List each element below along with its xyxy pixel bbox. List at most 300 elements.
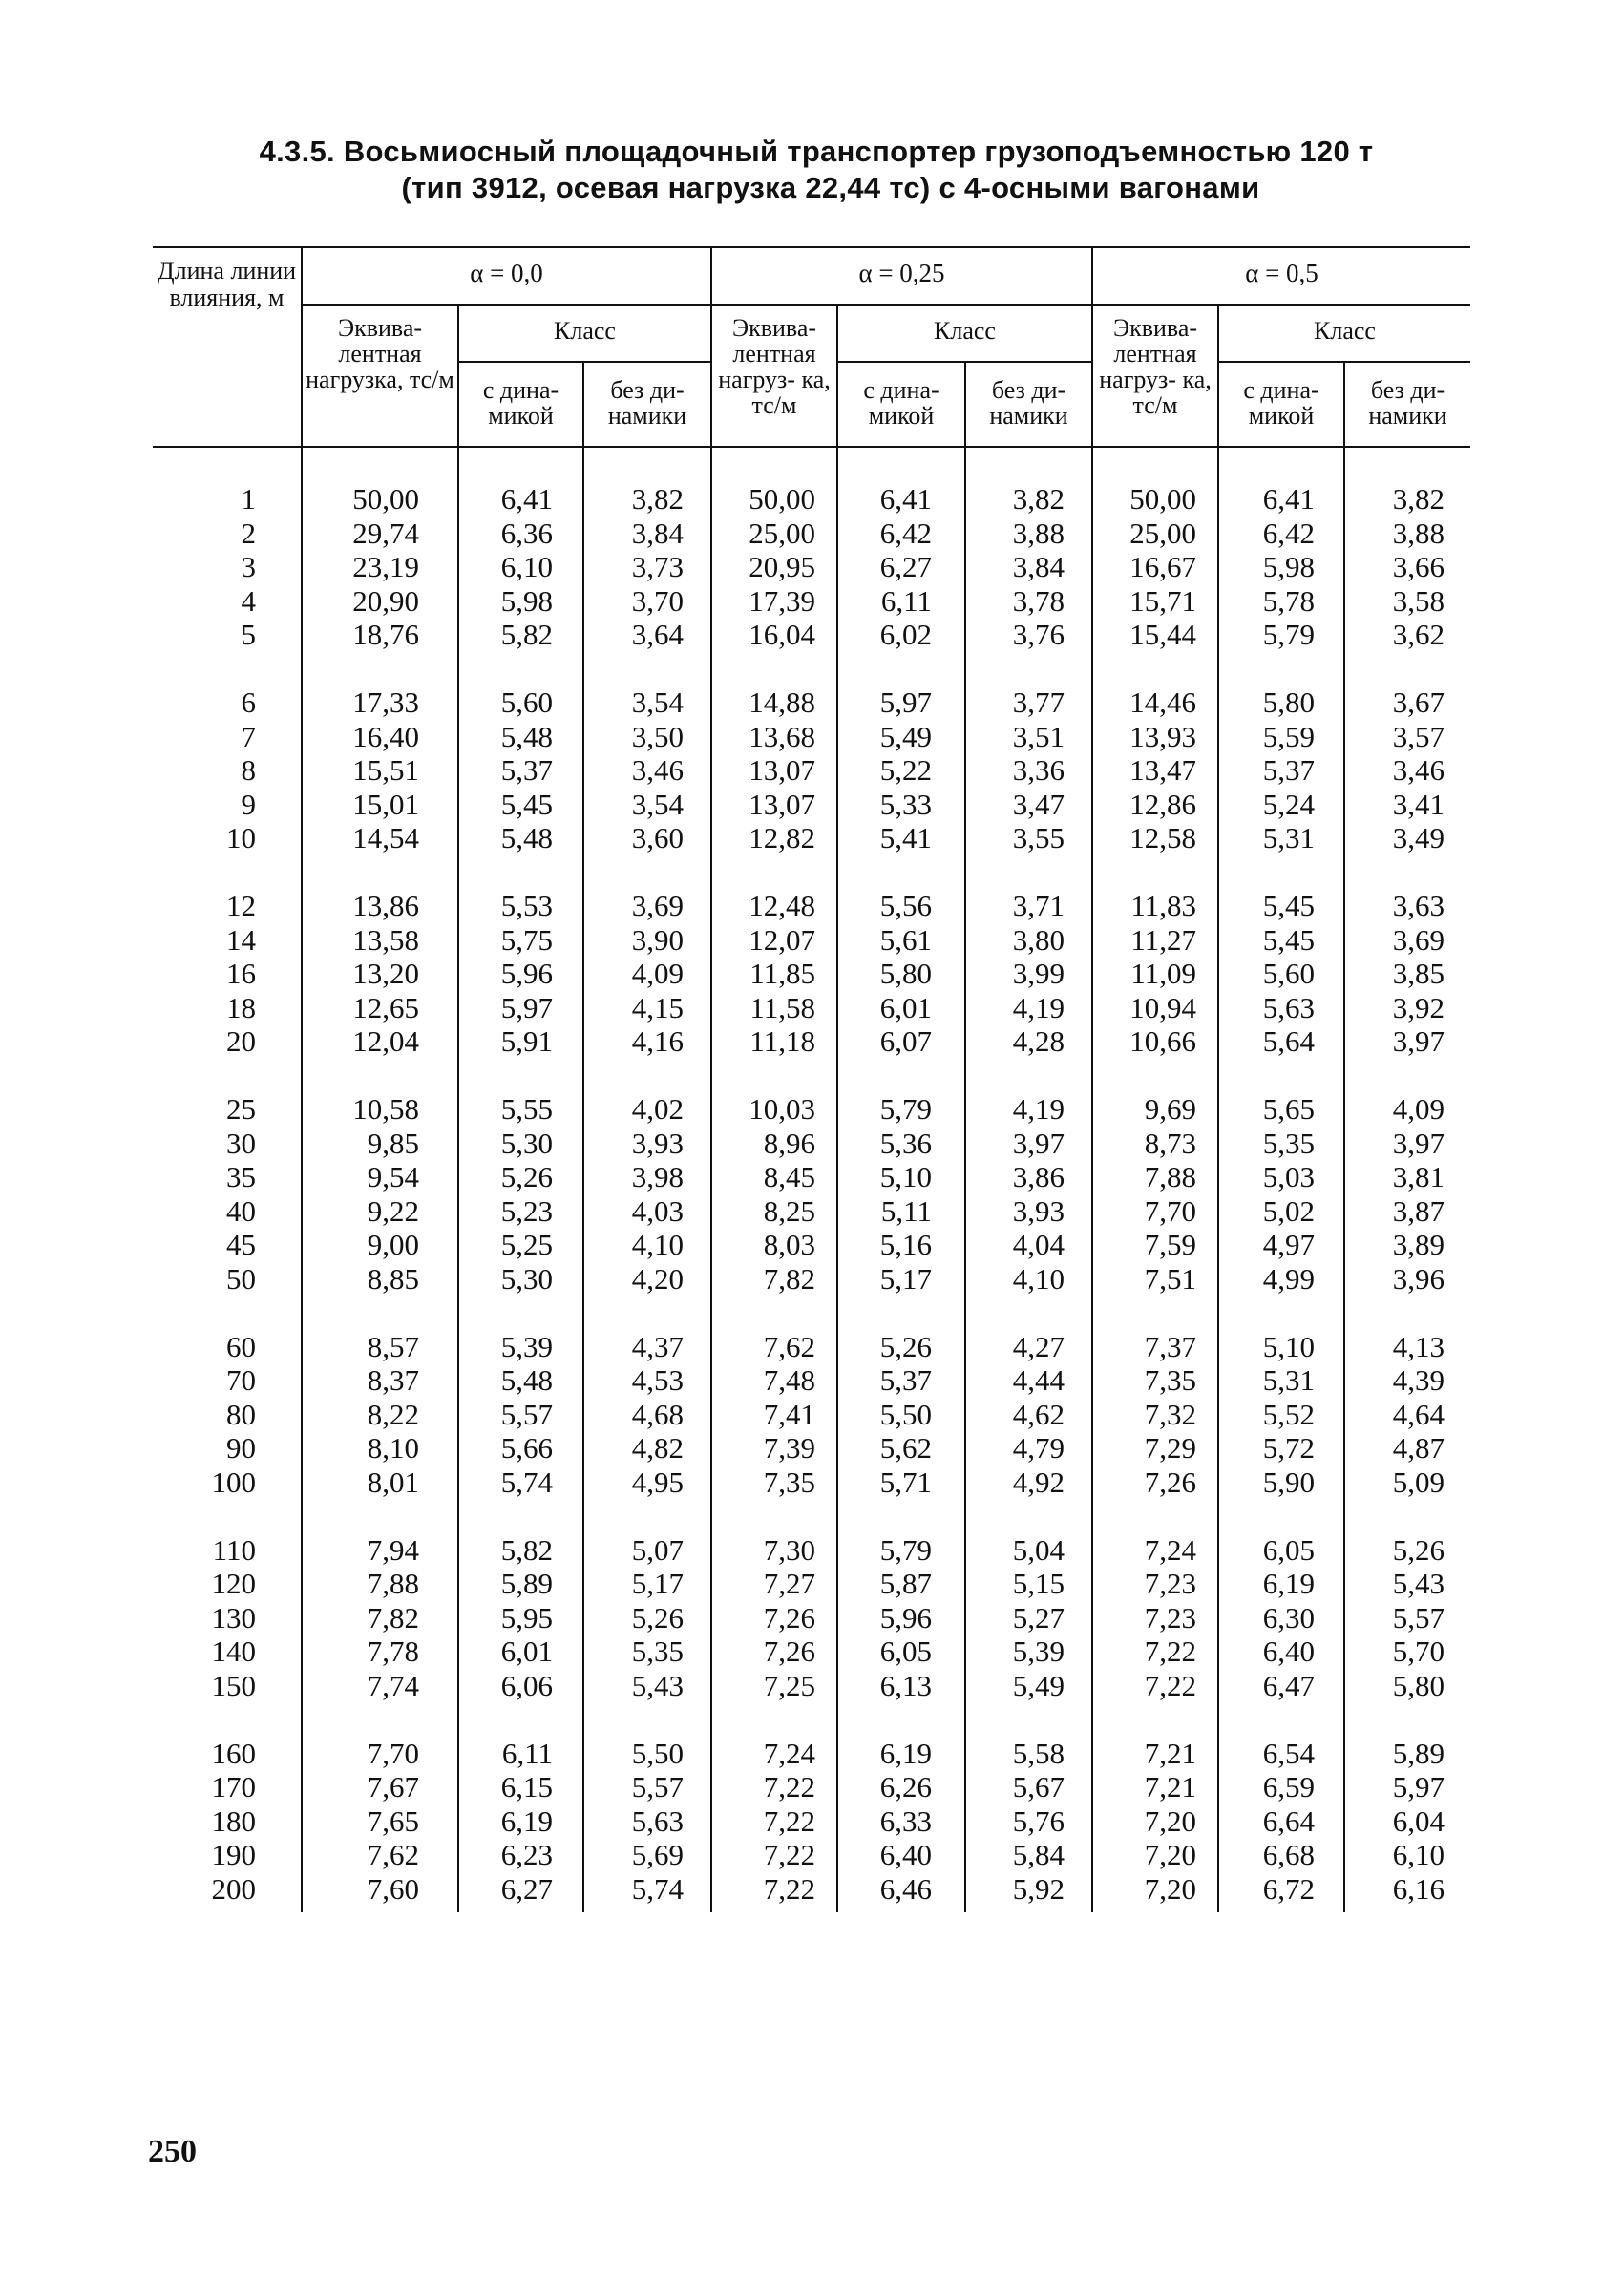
table-cell: 5,55 xyxy=(500,1092,553,1126)
column-cd25 xyxy=(838,482,932,1906)
group-gap xyxy=(1093,855,1196,890)
table-cell: 5,53 xyxy=(500,889,553,922)
table-cell: 5,65 xyxy=(1262,1092,1315,1126)
table-cell: 9,22 xyxy=(367,1193,419,1228)
table-cell: 5,60 xyxy=(1262,957,1315,990)
table-cell: 7,30 xyxy=(763,1532,815,1567)
table-cell: 13,47 xyxy=(1129,753,1196,787)
table-cell: 4,02 xyxy=(631,1092,684,1126)
table-cell: 4,09 xyxy=(631,957,684,990)
column-length xyxy=(153,482,256,1906)
table-cell: 5,70 xyxy=(1392,1635,1445,1668)
table-cell: 15,71 xyxy=(1129,583,1196,618)
table-cell: 6,41 xyxy=(1262,482,1315,516)
table-cell: 5,92 xyxy=(1012,1871,1065,1906)
header-equiv-025-text: Эквива- лентная нагруз- ка, тс/м xyxy=(718,314,831,419)
group-gap xyxy=(153,1296,256,1330)
table-cell: 12,07 xyxy=(749,922,815,957)
table-cell: 1 xyxy=(241,482,256,516)
table-cell: 4,19 xyxy=(1012,1092,1065,1126)
table-cell: 5,26 xyxy=(631,1600,684,1635)
table-cell: 40 xyxy=(226,1193,256,1228)
table-cell: 4,15 xyxy=(631,990,684,1024)
table-cell: 6,41 xyxy=(879,482,932,516)
group-gap xyxy=(1219,1296,1315,1330)
header-alpha-0: α = 0,0 xyxy=(470,259,543,287)
table-cell: 6,07 xyxy=(879,1024,932,1058)
table-cell: 7,29 xyxy=(1144,1431,1196,1465)
table-cell: 7,24 xyxy=(763,1736,815,1770)
table-cell: 35 xyxy=(226,1160,256,1193)
table-cell: 70 xyxy=(226,1363,256,1397)
table-cell: 8,73 xyxy=(1144,1126,1196,1160)
table-cell: 4,99 xyxy=(1262,1261,1315,1296)
header-length-text: Длина линии влияния, м xyxy=(157,257,297,311)
table-cell: 3,67 xyxy=(1392,686,1445,719)
table-cell: 4,37 xyxy=(631,1329,684,1363)
group-gap xyxy=(838,1059,932,1093)
table-cell: 9,85 xyxy=(367,1126,419,1160)
table-cell: 4,92 xyxy=(1012,1465,1065,1499)
table-cell: 3,78 xyxy=(1012,583,1065,618)
table-cell: 130 xyxy=(211,1600,256,1635)
table-cell: 13,07 xyxy=(749,753,815,787)
table-cell: 6,59 xyxy=(1262,1770,1315,1803)
header-equiv-05-text: Эквива- лентная нагруз- ка, тс/м xyxy=(1099,314,1212,419)
table-cell: 7,22 xyxy=(763,1803,815,1838)
table-cell: 5,72 xyxy=(1262,1431,1315,1465)
table-cell: 5,79 xyxy=(1262,618,1315,651)
table-cell: 9,54 xyxy=(367,1160,419,1193)
group-gap xyxy=(838,855,932,890)
table-cell: 3,81 xyxy=(1392,1160,1445,1193)
table-cell: 25,00 xyxy=(749,516,815,550)
table-cell: 3,85 xyxy=(1392,957,1445,990)
table-cell: 5,64 xyxy=(1262,1024,1315,1058)
table-cell: 3,89 xyxy=(1392,1228,1445,1261)
table-cell: 2 xyxy=(241,516,256,550)
table-cell: 4,53 xyxy=(631,1363,684,1397)
table-cell: 6,72 xyxy=(1262,1871,1315,1906)
table-cell: 4,04 xyxy=(1012,1228,1065,1261)
group-gap xyxy=(838,1296,932,1330)
table-cell: 5,63 xyxy=(631,1803,684,1838)
table-cell: 5,52 xyxy=(1262,1397,1315,1431)
table-cell: 5,98 xyxy=(1262,550,1315,583)
table-cell: 3,47 xyxy=(1012,787,1065,821)
table-cell: 7,21 xyxy=(1144,1770,1196,1803)
table-cell: 5,60 xyxy=(500,686,553,719)
header-length xyxy=(153,258,301,311)
table-cell: 7,23 xyxy=(1144,1567,1196,1600)
header-alpha-025: α = 0,25 xyxy=(858,259,945,287)
table-cell: 9,69 xyxy=(1144,1092,1196,1126)
header-equiv-025 xyxy=(712,315,836,418)
table-cell: 5,09 xyxy=(1392,1465,1445,1499)
table-cell: 6,26 xyxy=(879,1770,932,1803)
table-cell: 6,01 xyxy=(879,990,932,1024)
group-gap xyxy=(1345,1499,1445,1533)
table-cell: 4,03 xyxy=(631,1193,684,1228)
table-cell: 5,78 xyxy=(1262,583,1315,618)
table-cell: 6,46 xyxy=(879,1871,932,1906)
group-gap xyxy=(153,1702,256,1737)
column-eq0 xyxy=(303,482,419,1906)
table-cell: 3,60 xyxy=(631,821,684,854)
table-cell: 5,24 xyxy=(1262,787,1315,821)
table-cell: 6,27 xyxy=(500,1871,553,1906)
table-cell: 11,58 xyxy=(749,990,815,1024)
table-cell: 5,30 xyxy=(500,1261,553,1296)
header-with-dyn-05 xyxy=(1219,377,1343,429)
table-cell: 3,50 xyxy=(631,719,684,753)
class-rule-1 xyxy=(458,361,710,363)
table-cell: 4,39 xyxy=(1392,1363,1445,1397)
table-cell: 3,82 xyxy=(1012,482,1065,516)
table-cell: 25,00 xyxy=(1129,516,1196,550)
table-cell: 5,56 xyxy=(879,889,932,922)
group-gap xyxy=(459,1059,553,1093)
table-cell: 16,67 xyxy=(1129,550,1196,583)
header-with-dyn-0-text: с дина- микой xyxy=(482,376,559,430)
table-cell: 15,51 xyxy=(352,753,419,787)
table-cell: 7,82 xyxy=(367,1600,419,1635)
column-bd25 xyxy=(966,482,1065,1906)
table-cell: 7,21 xyxy=(1144,1736,1196,1770)
table-cell: 6,23 xyxy=(500,1838,553,1871)
table-cell: 5,16 xyxy=(879,1228,932,1261)
table-cell: 15,01 xyxy=(352,787,419,821)
table-cell: 6,01 xyxy=(500,1635,553,1668)
table-cell: 5,15 xyxy=(1012,1567,1065,1600)
table-cell: 11,85 xyxy=(749,957,815,990)
table-cell: 5,30 xyxy=(500,1126,553,1160)
table-cell: 4,97 xyxy=(1262,1228,1315,1261)
table-cell: 12,04 xyxy=(352,1024,419,1058)
group-gap xyxy=(838,1702,932,1737)
table-cell: 30 xyxy=(226,1126,256,1160)
table-cell: 6,42 xyxy=(1262,516,1315,550)
group-gap xyxy=(584,1296,684,1330)
header-without-dyn-025 xyxy=(966,377,1091,429)
table-cell: 6 xyxy=(241,686,256,719)
table-cell: 8,85 xyxy=(367,1261,419,1296)
table-cell: 8,57 xyxy=(367,1329,419,1363)
table-cell: 7,22 xyxy=(763,1838,815,1871)
group-gap xyxy=(459,652,553,686)
group-gap xyxy=(153,652,256,686)
table-cell: 5,43 xyxy=(631,1668,684,1702)
table-cell: 25 xyxy=(226,1092,256,1126)
table-cell: 4,28 xyxy=(1012,1024,1065,1058)
table-cell: 5,97 xyxy=(500,990,553,1024)
table-cell: 5,69 xyxy=(631,1838,684,1871)
table-cell: 5,79 xyxy=(879,1092,932,1126)
table-cell: 12 xyxy=(226,889,256,922)
table-cell: 3,87 xyxy=(1392,1193,1445,1228)
table-cell: 3,96 xyxy=(1392,1261,1445,1296)
table-cell: 5,87 xyxy=(879,1567,932,1600)
table-cell: 5,95 xyxy=(500,1600,553,1635)
table-cell: 5,22 xyxy=(879,753,932,787)
table-cell: 3,70 xyxy=(631,583,684,618)
table-cell: 7,20 xyxy=(1144,1803,1196,1838)
group-gap xyxy=(966,652,1065,686)
table-cell: 17,33 xyxy=(352,686,419,719)
table-cell: 17,39 xyxy=(749,583,815,618)
table-cell: 5,26 xyxy=(879,1329,932,1363)
header-equiv-0-text: Эквива- лентная нагрузка, тс/м xyxy=(306,314,454,393)
table-cell: 5,39 xyxy=(500,1329,553,1363)
table-cell: 200 xyxy=(211,1871,256,1906)
table-cell: 8,01 xyxy=(367,1465,419,1499)
group-gap xyxy=(1093,1059,1196,1093)
table-cell: 8,37 xyxy=(367,1363,419,1397)
table-cell: 9,00 xyxy=(367,1228,419,1261)
table-cell: 5,98 xyxy=(500,583,553,618)
table-cell: 5,36 xyxy=(879,1126,932,1160)
table-cell: 5,31 xyxy=(1262,1363,1315,1397)
table-cell: 3,69 xyxy=(631,889,684,922)
group-gap xyxy=(712,1059,815,1093)
table-cell: 5,02 xyxy=(1262,1193,1315,1228)
alpha-group-rule xyxy=(301,304,1470,306)
table-cell: 7,88 xyxy=(1144,1160,1196,1193)
table-cell: 3,51 xyxy=(1012,719,1065,753)
table-cell: 7,48 xyxy=(763,1363,815,1397)
table-cell: 5,10 xyxy=(1262,1329,1315,1363)
table-cell: 5,03 xyxy=(1262,1160,1315,1193)
group-gap xyxy=(966,855,1065,890)
table-cell: 3,54 xyxy=(631,787,684,821)
header-with-dyn-025 xyxy=(838,377,964,429)
table-cell: 7,20 xyxy=(1144,1838,1196,1871)
table-cell: 5,48 xyxy=(500,821,553,854)
group-gap xyxy=(303,1059,419,1093)
header-class-05: Класс xyxy=(1314,317,1376,345)
table-cell: 7,32 xyxy=(1144,1397,1196,1431)
table-cell: 5,37 xyxy=(500,753,553,787)
table-cell: 10,58 xyxy=(352,1092,419,1126)
group-gap xyxy=(966,1702,1065,1737)
table-cell: 4,95 xyxy=(631,1465,684,1499)
group-gap xyxy=(1345,855,1445,890)
group-gap xyxy=(303,1499,419,1533)
table-cell: 7,26 xyxy=(1144,1465,1196,1499)
page-number: 250 xyxy=(148,2134,197,2169)
group-gap xyxy=(1345,652,1445,686)
table-cell: 7,22 xyxy=(763,1871,815,1906)
table-cell: 20,95 xyxy=(749,550,815,583)
table-cell: 5,59 xyxy=(1262,719,1315,753)
table-cell: 5,31 xyxy=(1262,821,1315,854)
table-cell: 3,76 xyxy=(1012,618,1065,651)
table-cell: 6,30 xyxy=(1262,1600,1315,1635)
table-cell: 4,16 xyxy=(631,1024,684,1058)
table-cell: 4,19 xyxy=(1012,990,1065,1024)
table-cell: 7,70 xyxy=(367,1736,419,1770)
group-gap xyxy=(712,1499,815,1533)
group-gap xyxy=(712,1296,815,1330)
table-cell: 5,57 xyxy=(1392,1600,1445,1635)
header-without-dyn-0 xyxy=(584,377,710,429)
table-cell: 3,97 xyxy=(1392,1024,1445,1058)
table-cell: 7,26 xyxy=(763,1600,815,1635)
table-cell: 5,39 xyxy=(1012,1635,1065,1668)
group-gap xyxy=(966,1059,1065,1093)
table-cell: 5,26 xyxy=(1392,1532,1445,1567)
table-cell: 5,43 xyxy=(1392,1567,1445,1600)
header-without-dyn-05 xyxy=(1345,377,1470,429)
table-cell: 7,35 xyxy=(763,1465,815,1499)
group-gap xyxy=(303,1296,419,1330)
table-cell: 3,58 xyxy=(1392,583,1445,618)
table-cell: 5,35 xyxy=(1262,1126,1315,1160)
table-cell: 90 xyxy=(226,1431,256,1465)
table-cell: 14,88 xyxy=(749,686,815,719)
table-cell: 3,54 xyxy=(631,686,684,719)
table-cell: 5,90 xyxy=(1262,1465,1315,1499)
table-cell: 6,36 xyxy=(500,516,553,550)
table-cell: 3,66 xyxy=(1392,550,1445,583)
table-cell: 7,23 xyxy=(1144,1600,1196,1635)
group-gap xyxy=(584,1499,684,1533)
table-cell: 5,74 xyxy=(500,1465,553,1499)
table-cell: 12,86 xyxy=(1129,787,1196,821)
table-cell: 13,93 xyxy=(1129,719,1196,753)
table-cell: 5,37 xyxy=(879,1363,932,1397)
header-with-dyn-05-text: с дина- микой xyxy=(1243,376,1319,430)
table-cell: 4,27 xyxy=(1012,1329,1065,1363)
table-cell: 6,10 xyxy=(500,550,553,583)
table-cell: 7,22 xyxy=(763,1770,815,1803)
table-top-rule xyxy=(153,246,1470,248)
table-cell: 5,84 xyxy=(1012,1838,1065,1871)
table-cell: 6,06 xyxy=(500,1668,553,1702)
table-cell: 20,90 xyxy=(352,583,419,618)
table-cell: 5,82 xyxy=(500,1532,553,1567)
table-cell: 170 xyxy=(211,1770,256,1803)
table-cell: 18 xyxy=(226,990,256,1024)
table-cell: 3,46 xyxy=(1392,753,1445,787)
table-cell: 8,96 xyxy=(763,1126,815,1160)
table-cell: 120 xyxy=(211,1567,256,1600)
table-cell: 7,22 xyxy=(1144,1635,1196,1668)
table-cell: 7,37 xyxy=(1144,1329,1196,1363)
table-cell: 11,83 xyxy=(1130,889,1196,922)
table-cell: 3,46 xyxy=(631,753,684,787)
group-gap xyxy=(459,855,553,890)
header-without-dyn-025-text: без ди- намики xyxy=(989,376,1068,430)
table-cell: 3,82 xyxy=(631,482,684,516)
table-cell: 14,54 xyxy=(352,821,419,854)
table-cell: 5,79 xyxy=(879,1532,932,1567)
header-without-dyn-05-text: без ди- намики xyxy=(1368,376,1447,430)
table-cell: 4 xyxy=(241,583,256,618)
table-cell: 15,44 xyxy=(1129,618,1196,651)
table-cell: 5,17 xyxy=(631,1567,684,1600)
table-cell: 7,27 xyxy=(763,1567,815,1600)
table-cell: 10,94 xyxy=(1129,990,1196,1024)
table-cell: 3,97 xyxy=(1392,1126,1445,1160)
table-cell: 50,00 xyxy=(749,482,815,516)
table-cell: 14 xyxy=(226,922,256,957)
table-cell: 5,80 xyxy=(879,957,932,990)
table-cell: 5,97 xyxy=(1392,1770,1445,1803)
column-cd0 xyxy=(459,482,553,1906)
group-gap xyxy=(1219,1499,1315,1533)
column-bd5 xyxy=(1345,482,1445,1906)
table-cell: 6,19 xyxy=(879,1736,932,1770)
table-cell: 3,84 xyxy=(631,516,684,550)
table-cell: 10 xyxy=(226,821,256,854)
table-cell: 5,82 xyxy=(500,618,553,651)
table-cell: 7,74 xyxy=(367,1668,419,1702)
group-gap xyxy=(303,652,419,686)
table-cell: 5,96 xyxy=(500,957,553,990)
group-gap xyxy=(153,1059,256,1093)
table-cell: 5,71 xyxy=(879,1465,932,1499)
table-cell: 3,57 xyxy=(1392,719,1445,753)
table-cell: 3,64 xyxy=(631,618,684,651)
table-cell: 50 xyxy=(226,1261,256,1296)
table-cell: 7,62 xyxy=(763,1329,815,1363)
table-cell: 5,48 xyxy=(500,719,553,753)
table-cell: 13,07 xyxy=(749,787,815,821)
table-cell: 7,25 xyxy=(763,1668,815,1702)
column-eq5 xyxy=(1093,482,1196,1906)
table-cell: 3,80 xyxy=(1012,922,1065,957)
table-cell: 5,57 xyxy=(500,1397,553,1431)
table-cell: 5,89 xyxy=(500,1567,553,1600)
table-cell: 16,40 xyxy=(352,719,419,753)
table-cell: 7,88 xyxy=(367,1567,419,1600)
table-cell: 5,96 xyxy=(879,1600,932,1635)
group-gap xyxy=(153,855,256,890)
table-cell: 29,74 xyxy=(352,516,419,550)
table-cell: 7,39 xyxy=(763,1431,815,1465)
table-cell: 5,33 xyxy=(879,787,932,821)
table-cell: 150 xyxy=(211,1668,256,1702)
table-cell: 3,84 xyxy=(1012,550,1065,583)
table-cell: 12,65 xyxy=(352,990,419,1024)
table-cell: 4,20 xyxy=(631,1261,684,1296)
table-cell: 7,67 xyxy=(367,1770,419,1803)
group-gap xyxy=(459,1296,553,1330)
table-cell: 3,86 xyxy=(1012,1160,1065,1193)
table-cell: 5,04 xyxy=(1012,1532,1065,1567)
table-cell: 4,10 xyxy=(631,1228,684,1261)
table-cell: 23,19 xyxy=(352,550,419,583)
header-bottom-rule xyxy=(153,446,1470,448)
table-cell: 12,82 xyxy=(749,821,815,854)
table-cell: 5,41 xyxy=(879,821,932,854)
table-cell: 6,15 xyxy=(500,1770,553,1803)
table-cell: 5,27 xyxy=(1012,1600,1065,1635)
group-gap xyxy=(584,1059,684,1093)
group-gap xyxy=(1093,1296,1196,1330)
table-cell: 4,62 xyxy=(1012,1397,1065,1431)
table-cell: 18,76 xyxy=(352,618,419,651)
table-cell: 7,59 xyxy=(1144,1228,1196,1261)
group-gap xyxy=(966,1499,1065,1533)
title-line-2: (тип 3912, осевая нагрузка 22,44 тс) с 4-осными вагонами xyxy=(401,171,1260,204)
header-with-dyn-0 xyxy=(459,377,582,429)
table-cell: 3,92 xyxy=(1392,990,1445,1024)
table-cell: 100 xyxy=(211,1465,256,1499)
table-cell: 80 xyxy=(226,1397,256,1431)
table-cell: 5,23 xyxy=(500,1193,553,1228)
